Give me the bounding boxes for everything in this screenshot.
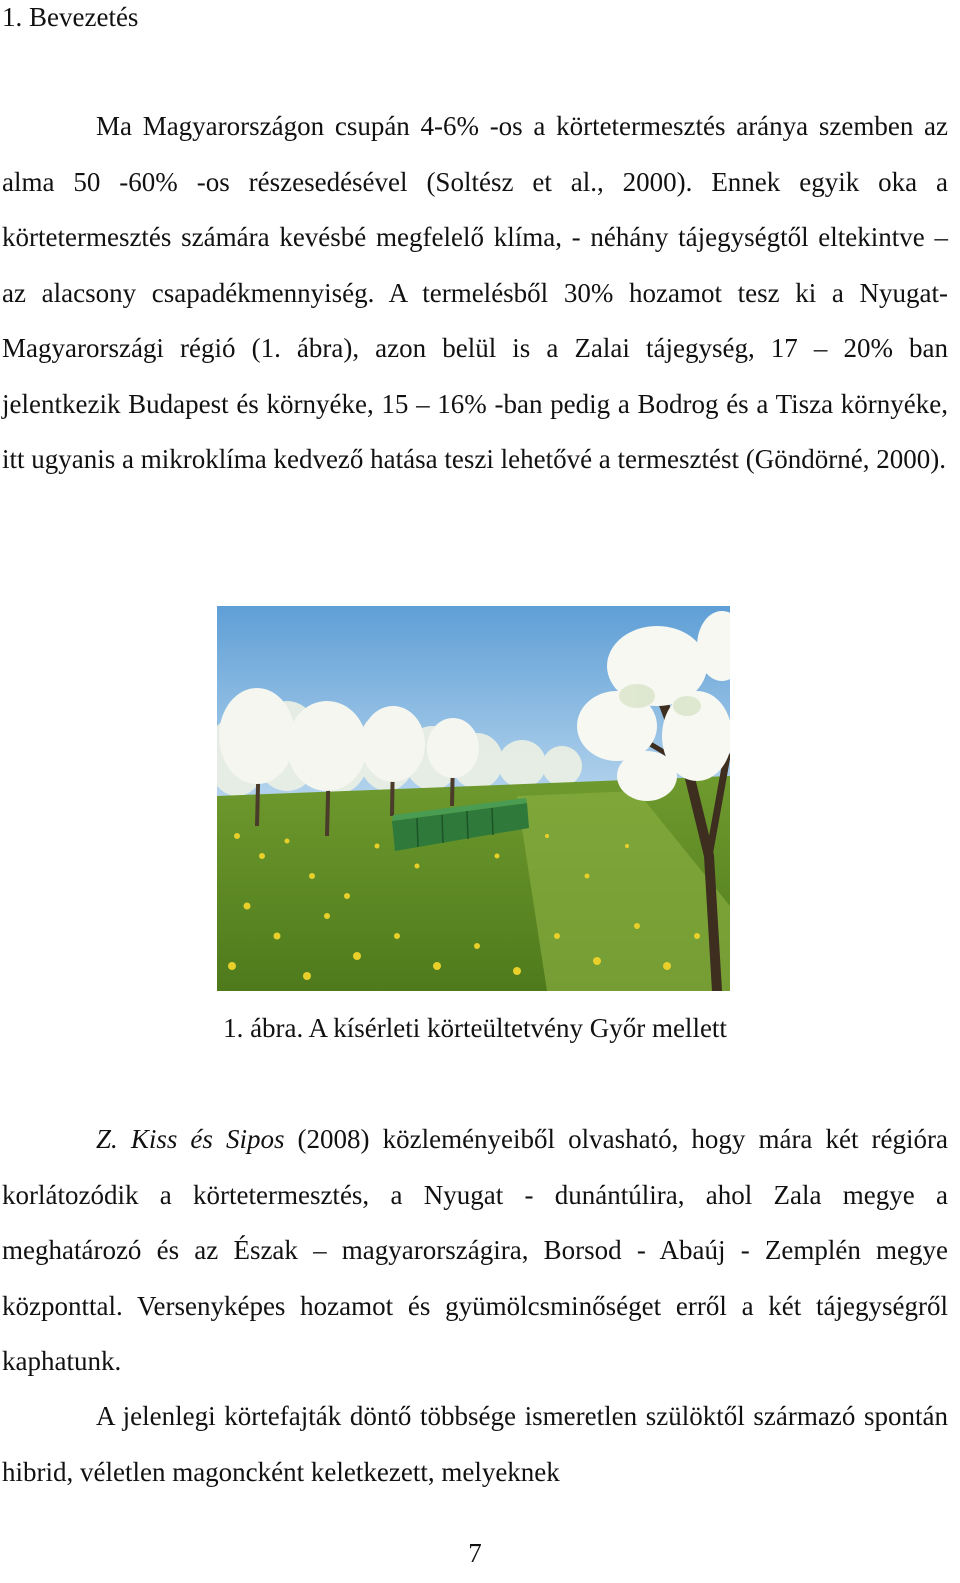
page-number: 7 <box>468 1538 482 1568</box>
third-paragraph <box>2 1389 948 1500</box>
orchard-photo-illustration <box>217 606 730 991</box>
author-citation: Z. Kiss és Sipos <box>96 1124 285 1154</box>
third-paragraph-text: A jelenlegi körtefajták döntő többsége ismeretlen szülöktől származó spontán hibrid, véletlen magoncként keletkezett, melyeknek <box>2 1401 948 1487</box>
figure-caption: 1. ábra. A kísérleti körteültetvény Győr mellett <box>223 1013 727 1043</box>
intro-paragraph <box>2 99 948 488</box>
section-heading: 1. Bevezetés <box>2 2 139 32</box>
intro-paragraph-text: Ma Magyarországon csupán 4-6% -os a körtetermesztés aránya szemben az alma 50 -60% -os részesedésével (Soltész et al., 2000). Ennek egyik oka a körtetermesztés számára kevésbé megfelelő klíma, - néhány tájegységtől eltekintve – az alacsony csapadékmennyiség. A termelésből 30% hozamot tesz ki a Nyugat-Magyarországi régió (1. ábra), azon belül is a Zalai tájegység, 17 – 20% ban jelentkezik Budapest és környéke, 15 – 16% -ban pedig a Bodrog és a Tisza környéke, itt ugyanis a mikroklíma kedvező hatása teszi lehetővé a termesztést (Göndörné, 2000). <box>2 111 948 474</box>
second-paragraph-text: (2008) közleményeiből olvasható, hogy mára két régióra korlátozódik a körtetermesztés, a Nyugat - dunántúlira, ahol Zala megye a meghatározó és az Észak – magyarországira, Borsod - Abaúj - Zemplén megye központtal. Versenyképes hozamot és gyümölcsminőséget erről a két tájegységről kaphatunk. <box>2 1124 948 1376</box>
orchard-photo <box>217 606 730 991</box>
second-paragraph <box>2 1112 948 1390</box>
